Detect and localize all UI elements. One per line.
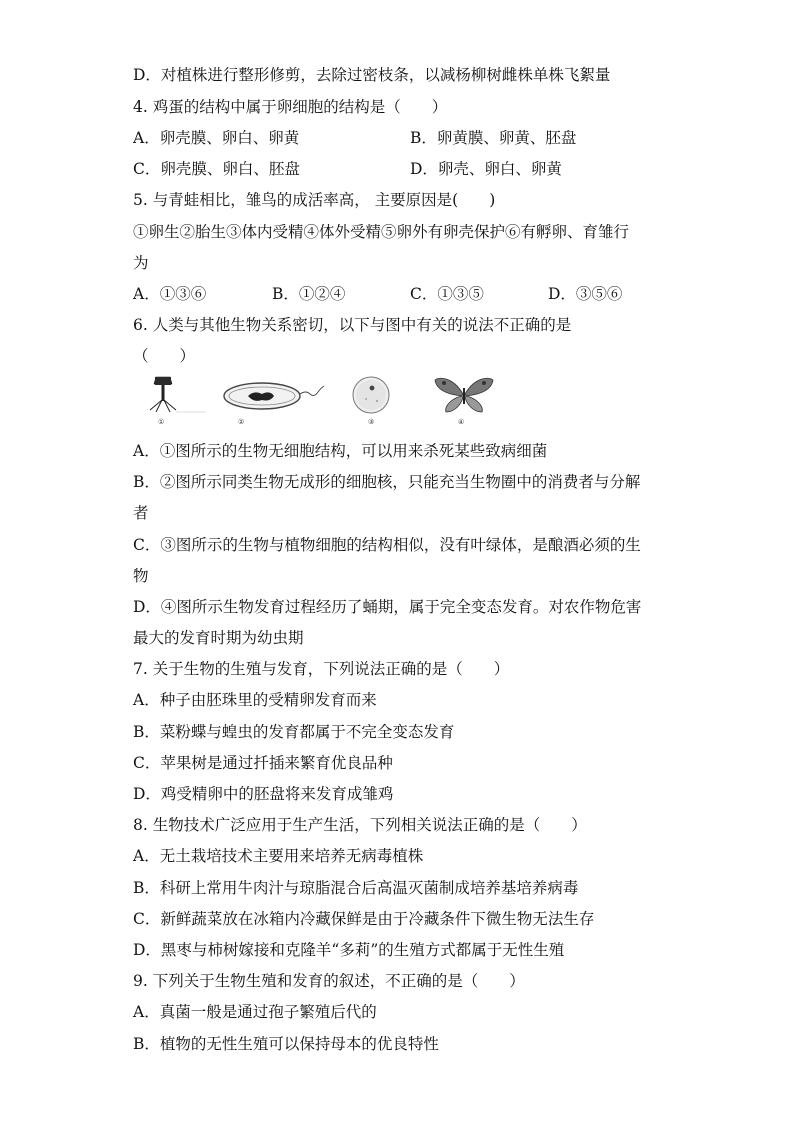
- q6-option-a: A．①图所示的生物无细胞结构，可以用来杀死某些致病细菌: [133, 442, 548, 460]
- q5-stem: 5. 与青蛙相比，雏鸟的成活率高， 主要原因是( ): [133, 191, 496, 209]
- q7-option-b: B．菜粉蝶与蝗虫的发育都属于不完全变态发育: [133, 723, 455, 741]
- q6-fig-label-3: ③: [368, 418, 375, 426]
- q5-items-line2: 为: [133, 254, 149, 272]
- q5-option-c: C．①③⑤: [410, 285, 484, 303]
- q4-option-d: D．卵壳、卵白、卵黄: [410, 160, 562, 178]
- q4-option-b: B．卵黄膜、卵黄、胚盘: [410, 129, 577, 147]
- q6-stem: 6. 人类与其他生物关系密切，以下与图中有关的说法不正确的是: [133, 316, 572, 334]
- q6-fig-label-2: ②: [238, 418, 245, 426]
- q6-fig-label-4: ④: [458, 418, 465, 426]
- q9-option-a: A．真菌一般是通过孢子繁殖后代的: [133, 1003, 377, 1021]
- q7-stem: 7. 关于生物的生殖与发育，下列说法正确的是（ ）: [133, 660, 510, 678]
- q6-option-d-line2: 最大的发育时期为幼虫期: [133, 629, 304, 647]
- q3-option-d: D．对植株进行整形修剪，去除过密枝条，以减杨柳树雌株单株飞絮量: [133, 66, 611, 84]
- q5-option-d: D．③⑤⑥: [548, 285, 623, 303]
- q5-items-line1: ①卵生②胎生③体内受精④体外受精⑤卵外有卵壳保护⑥有孵卵、育雏行: [133, 223, 630, 241]
- q6-fig-label-1: ①: [158, 418, 165, 426]
- q8-stem: 8. 生物技术广泛应用于生产生活，下列相关说法正确的是（ ）: [133, 816, 587, 834]
- q7-option-a: A．种子由胚珠里的受精卵发育而来: [133, 691, 377, 709]
- q9-stem: 9. 下列关于生物生殖和发育的叙述，不正确的是（ ）: [133, 972, 525, 990]
- bacterium-figure: [220, 374, 330, 418]
- q6-option-b-line1: B．②图所示同类生物无成形的细胞核，只能充当生物圈中的消费者与分解: [133, 473, 641, 491]
- q5-option-b: B．①②④: [272, 285, 346, 303]
- q8-option-a: A．无土栽培技术主要用来培养无病毒植株: [133, 847, 424, 865]
- q7-option-c: C．苹果树是通过扦插来繁育优良品种: [133, 754, 393, 772]
- q6-option-d-line1: D．④图所示生物发育过程经历了蛹期，属于完全变态发育。对农作物危害: [133, 598, 642, 616]
- q8-option-d: D．黑枣与柿树嫁接和克隆羊“多莉”的生殖方式都属于无性生殖: [133, 941, 565, 959]
- q6-figures: [140, 374, 500, 426]
- q7-option-d: D．鸡受精卵中的胚盘将来发育成雏鸡: [133, 785, 394, 803]
- q4-option-c: C．卵壳膜、卵白、胚盘: [133, 160, 300, 178]
- q6-stem-bracket: （ ）: [133, 347, 196, 365]
- q4-stem: 4. 鸡蛋的结构中属于卵细胞的结构是（ ）: [133, 98, 448, 116]
- q6-option-c-line2: 物: [133, 567, 149, 585]
- q8-option-c: C．新鲜蔬菜放在冰箱内冷藏保鲜是由于冷藏条件下微生物无法生存: [133, 910, 595, 928]
- q9-option-b: B．植物的无性生殖可以保持母本的优良特性: [133, 1035, 439, 1053]
- q6-option-b-line2: 者: [133, 504, 149, 522]
- q4-option-a: A．卵壳膜、卵白、卵黄: [133, 129, 300, 147]
- q8-option-b: B．科研上常用牛肉汁与琼脂混合后高温灭菌制成培养基培养病毒: [133, 879, 579, 897]
- q5-option-a: A．①③⑥: [133, 285, 207, 303]
- yeast-cell-figure: [346, 374, 396, 418]
- butterfly-figure: [432, 374, 496, 418]
- q6-option-c-line1: C．③图所示的生物与植物细胞的结构相似，没有叶绿体，是酿酒必须的生: [133, 536, 641, 554]
- bacteriophage-figure: [140, 374, 210, 418]
